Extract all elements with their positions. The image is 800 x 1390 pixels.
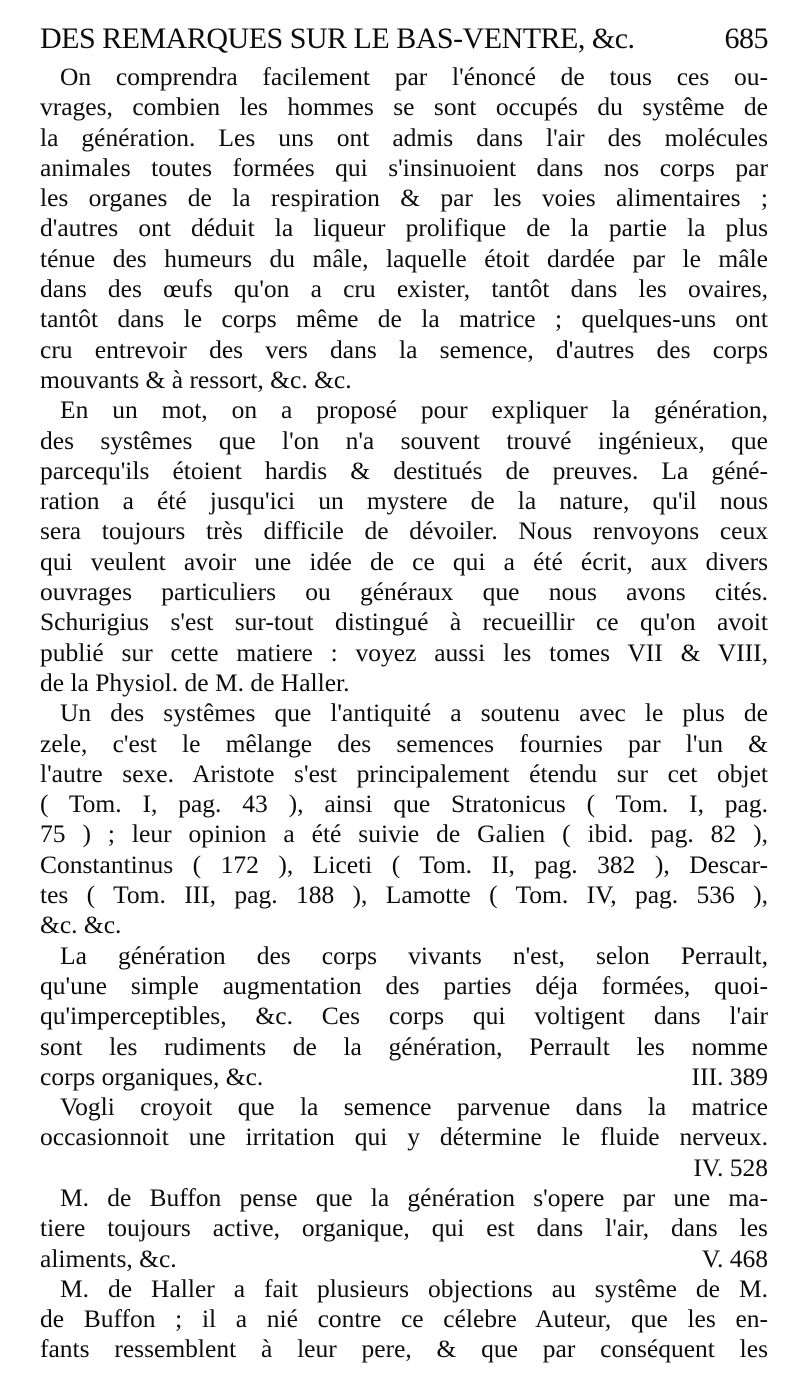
text-line: des systêmes que l'on n'a souvent trouvé ingénieux, que bbox=[40, 425, 768, 455]
text-line: Schurigius s'est sur-tout distingué à recueillir ce qu'on avoit bbox=[40, 607, 768, 637]
text-line: sont les rudiments de la génération, Perrault les nomme bbox=[40, 1031, 768, 1061]
text-line: On comprendra facilement par l'énoncé de tous ces ou- bbox=[60, 62, 768, 91]
text-line: de la Physiol. de M. de Haller. bbox=[40, 667, 350, 697]
text-line: &c. &c. bbox=[40, 910, 122, 940]
text-line: tes ( Tom. III, pag. 188 ), Lamotte ( Tom. IV, pag. 536 ), bbox=[40, 880, 768, 910]
text-line: La génération des corps vivants n'est, selon Perrault, bbox=[60, 940, 768, 970]
text-line: M. de Haller a fait plusieurs objections au systême de M. bbox=[60, 1273, 768, 1303]
text-line: Constantinus ( 172 ), Liceti ( Tom. II, pag. 382 ), Descar- bbox=[40, 849, 768, 879]
text-line: zele, c'est le mêlange des semences fournies par l'un & bbox=[40, 728, 768, 758]
text-line: qui veulent avoir une idée de ce qui a été écrit, aux divers bbox=[40, 546, 768, 576]
text-line: fants ressemblent à leur pere, & que par conséquent les bbox=[40, 1334, 768, 1364]
text-line: animales toutes formées qui s'insinuoient dans nos corps par bbox=[40, 152, 768, 182]
page-header bbox=[40, 22, 780, 58]
text-line-with-reference bbox=[40, 1062, 768, 1092]
text-line: ( Tom. I, pag. 43 ), ainsi que Stratonicus ( Tom. I, pag. bbox=[40, 789, 768, 819]
text-line: de Buffon ; il a nié contre ce célebre Auteur, que les en- bbox=[40, 1304, 768, 1334]
text-line: d'autres ont déduit la liqueur prolifique de la partie la plus bbox=[40, 213, 768, 243]
text-line: ration a été jusqu'ici un mystere de la nature, qu'il nous bbox=[40, 486, 768, 516]
text-line: l'autre sexe. Aristote s'est principalement étendu sur cet objet bbox=[40, 758, 768, 788]
text-line: Un des systêmes que l'antiquité a soutenu avec le plus de bbox=[60, 698, 768, 728]
text-line: ouvrages particuliers ou généraux que nous avons cités. bbox=[40, 577, 768, 607]
text-line: dans des œufs qu'on a cru exister, tantôt dans les ovaires, bbox=[40, 274, 768, 304]
text-line: Vogli croyoit que la semence parvenue dans la matrice bbox=[60, 1092, 768, 1122]
text-line: sera toujours très difficile de dévoiler. Nous renvoyons ceux bbox=[40, 516, 768, 546]
text-fragment: aliments, &c. bbox=[40, 1243, 177, 1273]
text-line: qu'imperceptibles, &c. Ces corps qui voltigent dans l'air bbox=[40, 1001, 768, 1031]
running-title: DES REMARQUES SUR LE BAS-VENTRE, &c. bbox=[40, 22, 635, 55]
text-line: vrages, combien les hommes se sont occupés du systême de bbox=[40, 92, 768, 122]
text-line: En un mot, on a proposé pour expliquer la génération, bbox=[60, 395, 768, 425]
text-line: tiere toujours active, organique, qui est dans l'air, dans les bbox=[40, 1213, 768, 1243]
text-line: tantôt dans le corps même de la matrice ; quelques-uns ont bbox=[40, 304, 768, 334]
text-line-with-reference bbox=[40, 1244, 768, 1274]
page-number: 685 bbox=[724, 22, 768, 55]
text-line: parcequ'ils étoient hardis & destitués de preuves. La géné- bbox=[40, 455, 768, 485]
text-line: M. de Buffon pense que la génération s'opere par une ma- bbox=[60, 1182, 768, 1212]
text-line: publié sur cette matiere : voyez aussi les tomes VII & VIII, bbox=[40, 637, 768, 667]
text-line: les organes de la respiration & par les voies alimentaires ; bbox=[40, 183, 768, 213]
text-line: la génération. Les uns ont admis dans l'air des molécules bbox=[40, 122, 768, 152]
text-line: mouvants & à ressort, &c. &c. bbox=[40, 364, 352, 394]
body-text bbox=[40, 62, 768, 1365]
volume-reference: V. 468 bbox=[701, 1243, 768, 1273]
text-line: occasionnoit une irritation qui y détermine le fluide nerveux. bbox=[40, 1122, 768, 1152]
text-line: cru entrevoir des vers dans la semence, d'autres des corps bbox=[40, 334, 768, 364]
text-fragment: corps organiques, &c. bbox=[40, 1061, 264, 1091]
text-line: qu'une simple augmentation des parties déja formées, quoi- bbox=[40, 970, 768, 1000]
text-line: 75 ) ; leur opinion a été suivie de Galien ( ibid. pag. 82 ), bbox=[40, 819, 768, 849]
text-line: ténue des humeurs du mâle, laquelle étoit dardée par le mâle bbox=[40, 243, 768, 273]
volume-reference: III. 389 bbox=[691, 1061, 768, 1091]
volume-reference: IV. 528 bbox=[693, 1152, 768, 1182]
